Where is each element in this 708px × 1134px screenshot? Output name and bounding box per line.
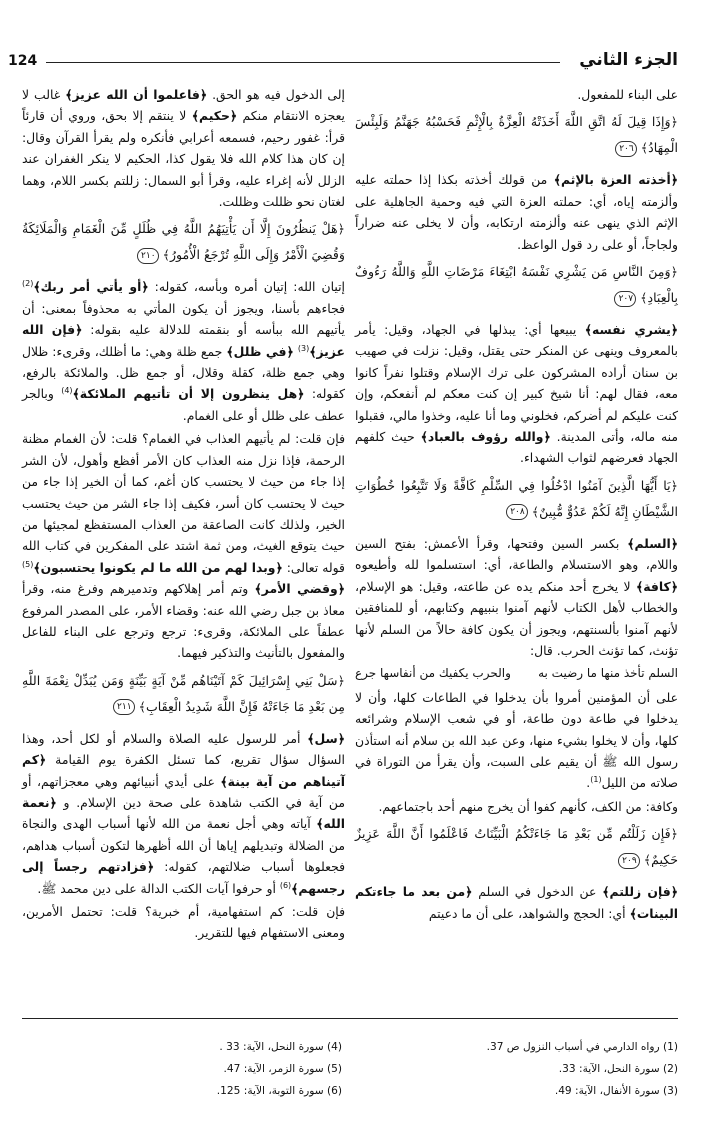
footnote: (4) سورة النحل، الآية: 33 .: [219, 1041, 342, 1053]
quran-verse: ﴿هَلْ يَنظُرُونَ إِلَّا أَن يَأْتِيَهُمُ اللَّهُ فِي ظُلَلٍ مِّنَ الْغَمَامِ وَالْمَلَائِكَةُ وَقُضِيَ الْأَمْرُ وَإِلَى اللَّهِ تُرْجَعُ الْأُمُورُ﴾ ٢١٠: [22, 221, 345, 263]
footnote: (6) سورة التوبة، الآية: 125.: [216, 1085, 342, 1097]
footnote: (2) سورة النحل، الآية: 33.: [558, 1063, 678, 1075]
quran-verse: ﴿فَإِن زَلَلْتُم مِّن بَعْدِ مَا جَاءَتْكُمُ الْبَيِّنَاتُ فَاعْلَمُوا أَنَّ اللَّهَ عَزِيزٌ حَكِيمٌ﴾ ٢٠٩: [355, 826, 678, 868]
footnote-ref: (4): [61, 386, 73, 396]
paragraph: ﴿يشري نفسه﴾ يبيعها أي: يبذلها في الجهاد، وقيل: يأمر بالمعروف وينهى عن المنكر حتى يقتل، وقيل: نزلت في صهيب بن سنان أراده المشركون على ترك الإسلام وقتلوا نفراً كانوا معه، فقال لهم: أنا شيخ كبير إن كنت معكم لم أنفعكم، وإن كنت عليكم لم أضركم، فخلوني وما أنا عليه، وخذوا مالي، فقبلوا منه ماله، وأتى المدينة. ﴿والله رؤوف بالعباد﴾ حيث كلفهم الجهاد فعرضهم لثواب الشهداء.: [355, 322, 678, 466]
paragraph: ﴿السلم﴾ بكسر السين وفتحها، وقرأ الأعمش: بفتح السين واللام، وهو الاستسلام والطاعة، أي: استسلموا لله وأطيعوه ﴿كافة﴾ لا يخرج أحد منكم يده عن طاعته، وقيل: هو الإسلام، والخطاب لأهل الكتاب لأنهم آمنوا بنبيهم وكتابهم، أو للمنافقين لأنهم آمنوا بألسنتهم، ويجوز أن يكون كافة حالاً من السلم لأنها تؤنث، كما تؤنث الحرب. قال:: [355, 535, 678, 658]
footnote: (3) سورة الأنفال، الآية: 49.: [554, 1085, 678, 1097]
footnote: (5) سورة الزمر، الآية: 47.: [223, 1063, 342, 1075]
ayah-number: ٢١٠: [137, 248, 159, 264]
paragraph: على البناء للمفعول.: [577, 87, 678, 102]
poem-verse: [355, 663, 678, 684]
paragraph: ﴿أخذته العزة بالإثم﴾ من قولك أخذته بكذا إذا حملته عليه وألزمته إياه، أي: حملته العزة التي فيه وحمية الجاهلية على الإثم الذي ينهى عنه وألزمته ارتكابه، وأن لا يخلى عنه ضراراً ولجاجاً، أو على رد قول الواعظ.: [355, 172, 679, 252]
paragraph: فإن قلت: لم يأتيهم العذاب في الغمام؟ قلت: لأن الغمام مظنة الرحمة، فإذا نزل منه العذاب كان الأمر أفظع وأهول، لأن الشر إذا جاء من حيث لا يحتسب كان أغم، كما أن الخير إذا جاء من حيث لا يحتسب كان أسر، فكيف إذا جاء الشر من حيث يحتسب الخير، ولذلك كانت الصاعقة من العذاب المستفظع لمجيئها من حيث يتوقع الغيث، ومن ثمة اشتد على المفكرين في كتاب الله قوله تعالى: ﴿وبدا لهم من الله ما لم يكونوا يحتسبون﴾$^{(5)}$ ﴿وقضي الأمر﴾ وتم أمر إهلاكهم وتدميرهم وفرغ منه، وقرأ معاذ بن جبل رضي الله عنه: وقضاء الأمر، على المصدر المرفوع عطفاً على الملائكة، وقرىء: ترجع وترجع على البناء للفاعل والمفعول بالتأنيث والتذكير فيهما.: [22, 431, 345, 661]
quran-verse: ﴿وَمِنَ النَّاسِ مَن يَشْرِي نَفْسَهُ ابْتِغَاءَ مَرْضَاتِ اللَّهِ وَاللَّهُ رَءُوفٌ بِالْعِبَادِ﴾ ٢٠٧: [355, 264, 678, 306]
footnote: (1) رواه الدارمي في أسباب النزول ص 37.: [486, 1041, 678, 1053]
footnotes-left: [22, 1036, 342, 1102]
paragraph: ﴿فإن زللتم﴾ عن الدخول في السلم ﴿من بعد ما جاءتكم البينات﴾ أي: الحجج والشواهد، على أن ما دعيتم: [355, 884, 678, 921]
ayah-number: ٢٠٩: [618, 853, 640, 869]
ayah-number: ٢١١: [113, 699, 135, 715]
ayah-number: ٢٠٦: [615, 141, 637, 157]
paragraph: فإن قلت: كم استفهامية، أم خبرية؟ قلت: تحتمل الأمرين، ومعنى الاستفهام فيها للتقرير.: [22, 904, 345, 941]
part-title: الجزء الثاني: [579, 50, 678, 70]
footnote-ref: (1): [590, 775, 602, 785]
footnote-ref: (6): [279, 880, 292, 890]
paragraph: وكافة: من الكف، كأنهم كفوا أن يخرج منهم أحد باجتماعهم.: [378, 798, 678, 814]
footnote-ref: (3): [297, 343, 310, 353]
left-column: [22, 84, 345, 946]
quran-verse: ﴿يَا أَيُّهَا الَّذِينَ آمَنُوا ادْخُلُوا فِي السِّلْمِ كَافَّةً وَلَا تَتَّبِعُوا خُطُوَاتِ الشَّيْطَانِ إِنَّهُ لَكُمْ عَدُوٌّ مُّبِينٌ﴾ ٢٠٨: [355, 477, 678, 519]
paragraph: إلى الدخول فيه هو الحق. ﴿فاعلموا أن الله عزيز﴾ غالب لا يعجزه الانتقام منكم ﴿حكيم﴾ لا ينتقم إلا بحق، وروي أن قارئاً قرأ: غفور رحيم، فسمعه أعرابي فأنكره ولم يقرأ القرآن وقال: إن كان هذا كلام الله فلا يقول كذا، الحكيم لا ينكر الغفران عند الزلل لأنه إغراء عليه، وقرأ أبو السمال: زللتم بكسر اللام، وهما لغتان نحو ظللت وظللت.: [22, 87, 345, 210]
paragraph: ﴿سل﴾ أمر للرسول عليه الصلاة والسلام أو لكل أحد، وهذا السؤال سؤال تقريع، كما تسئل الكفرة يوم القيامة ﴿كم آتيناهم من آية بينة﴾ على أيدي أنبيائهم وهي معجزاتهم، أو من آية في الكتب شاهدة على صحة دين الإسلام. و ﴿نعمة الله﴾ آياته وهي أجل نعمة من الله لأنها أسباب الهدى والنجاة من الضلالة وتبديلهم إياها أن الله أظهرها لتكون أسباب هداهم، فجعلوها أسباب ضلالتهم، كقوله: ﴿فزادتهم رجساً إلى رجسهم﴾$^{(6)}$ أو حرفوا آيات الكتب الدالة على دين محمد ﷺ.: [22, 730, 345, 896]
ayah-number: ٢٠٧: [614, 291, 636, 307]
page-number: 124: [8, 53, 38, 69]
quran-verse: ﴿وَإِذَا قِيلَ لَهُ اتَّقِ اللَّهَ أَخَذَتْهُ الْعِزَّةُ بِالْإِثْمِ فَحَسْبُهُ جَهَنَّمُ وَلَبِئْسَ الْمِهَادُ﴾ ٢٠٦: [355, 114, 678, 156]
quran-verse: ﴿سَلْ بَنِي إِسْرَائِيلَ كَمْ آتَيْنَاهُم مِّنْ آيَةٍ بَيِّنَةٍ وَمَن يُبَدِّلْ نِعْمَةَ اللَّهِ مِن بَعْدِ مَا جَاءَتْهُ فَإِنَّ اللَّهَ شَدِيدُ الْعِقَابِ﴾ ٢١١: [22, 672, 345, 714]
page-header: [8, 50, 678, 82]
poem-second-hemistich: والحرب يكفيك من أنفاسها جرع: [355, 666, 511, 681]
ayah-number: ٢٠٨: [506, 504, 528, 520]
footnotes-right: [358, 1036, 678, 1102]
poem-first-hemistich: السلم تأخذ منها ما رضيت به: [538, 666, 678, 681]
paragraph: إتيان الله: إتيان أمره وبأسه، كقوله: ﴿أو يأتي أمر ربك﴾$^{(2)}$ فجاءهم بأسنا، ويجوز أن يكون المأتي به محذوفاً بمعنى: أن يأتيهم الله ببأسه أو بنقمته للدلالة عليه بقوله: ﴿فإن الله عزيز﴾$^{(3)}$ ﴿في ظلل﴾ جمع ظلة وهي: ما أظلك، وقرىء: ظلال وهي جمع ظلة، كقلة وقلال، أو جمع ظل. والملائكة بالرفع، كقوله: ﴿هل ينظرون إلا أن تأتيهم الملائكة﴾$^{(4)}$ وبالجر عطف على ظلل أو على الغمام.: [22, 279, 345, 423]
footnote-ref: (5): [22, 559, 34, 569]
right-column: [355, 84, 678, 926]
paragraph: على أن المؤمنين أمروا بأن يدخلوا في الطاعات كلها، وأن لا يدخلوا في طاعة دون طاعة، أو في شعب الإسلام وشرائعه كلها، وأن لا يخلوا بشيء منها، وعن عبد الله بن سلام أنه استأذن رسول الله ﷺ أن يقيم على السبت، وأن يقرأ من التوراة في صلاته من الليل$^{(1)}$.: [355, 689, 678, 791]
footnote-ref: (2): [22, 279, 34, 289]
footnote-rule: [22, 1018, 678, 1019]
header-rule: [46, 62, 560, 63]
